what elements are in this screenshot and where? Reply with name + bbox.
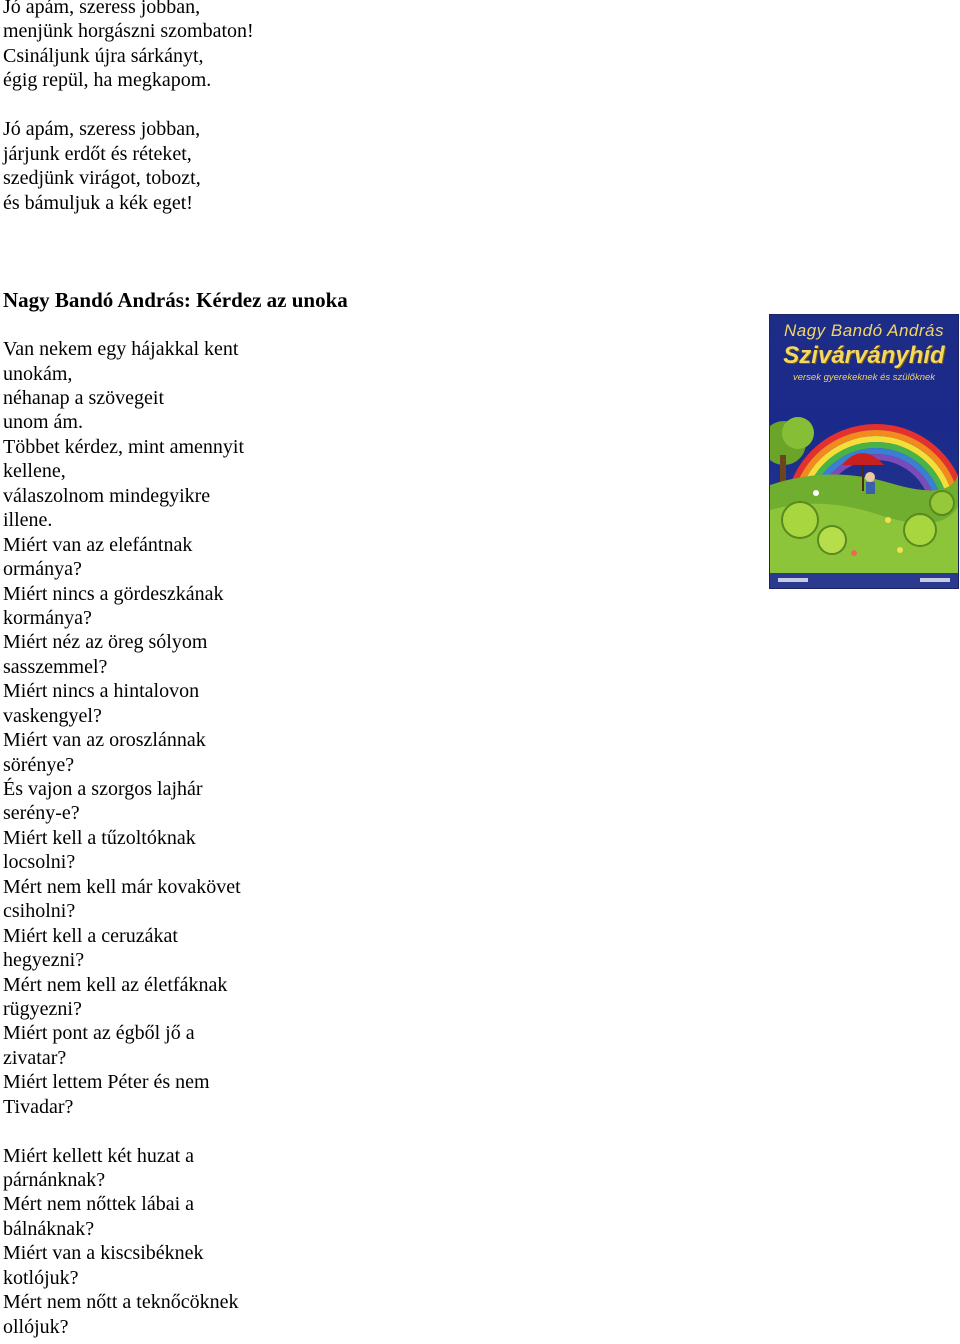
stanza-gap (3, 93, 703, 117)
poem-line: kotlójuk? (3, 1266, 79, 1289)
poem-line: rügyezni? (3, 997, 82, 1020)
poem-line: sörénye? (3, 753, 75, 776)
poem-line: És vajon a szorgos lajhár (3, 778, 203, 800)
stanza-gap (3, 215, 703, 239)
poem-line: Miért van a kiscsibéknek (3, 1242, 204, 1265)
poem-body-b (3, 1144, 703, 1340)
cover-title: Szivárványhíd (783, 342, 945, 369)
poem-line: Jó apám, szeress jobban, (3, 0, 201, 18)
cover-author: Nagy Bandó András (783, 321, 945, 340)
stanza-1 (3, 0, 703, 93)
poem-line: Miért nincs a hintalovon (3, 680, 200, 703)
cover-subtitle: versek gyerekeknek és szülőknek (792, 372, 936, 383)
poem-line: sasszemmel? (3, 655, 108, 678)
poem-line: Mért nem kell az életfáknak (3, 973, 228, 996)
poem-line: Miért van az elefántnak (3, 533, 193, 556)
poem-line: Mért nem nőttek lábai a (3, 1193, 195, 1216)
poem-line: unom ám. (3, 411, 83, 434)
poem-line: unokám, (3, 362, 73, 385)
stanza-gap (3, 313, 703, 337)
poem-line: Miért néz az öreg sólyom (3, 631, 208, 654)
poem-line: Mért nem kell már kovakövet (3, 875, 241, 898)
poem-line: Tivadar? (3, 1095, 74, 1118)
poem-line: vaskengyel? (3, 704, 102, 727)
poem-line: Miért pont az égből jő a (3, 1022, 195, 1045)
poem-line: Miért kellett két huzat a (3, 1144, 195, 1167)
poem-line: serény-e? (3, 802, 80, 825)
text-column (3, 0, 703, 1339)
poem-line: és bámuljuk a kék eget! (3, 191, 193, 214)
poem-heading: Nagy Bandó András: Kérdez az unoka (3, 288, 348, 313)
poem-line: illene. (3, 509, 53, 532)
poem-line: szedjünk virágot, tobozt, (3, 167, 201, 190)
poem-line: Miért kell a tűzoltóknak (3, 826, 196, 849)
stanza-gap (3, 239, 703, 263)
stanza-2 (3, 117, 703, 215)
poem-line: ormánya? (3, 558, 82, 581)
poem-line: zivatar? (3, 1046, 67, 1069)
poem-line: Mért nem nőtt a teknőcöknek (3, 1291, 239, 1314)
poem-line: járjunk erdőt és réteket, (3, 142, 192, 165)
poem-line: Többet kérdez, mint amennyit (3, 435, 245, 458)
poem-line: Van nekem egy hájakkal kent (3, 338, 239, 361)
book-cover-image (770, 315, 958, 588)
poem-line: kormánya? (3, 606, 92, 629)
poem-line: Miért van az oroszlánnak (3, 729, 206, 752)
poem-line: Miért nincs a gördeszkának (3, 582, 224, 605)
poem-line: Jó apám, szeress jobban, (3, 118, 201, 141)
poem-line: válaszolnom mindegyikre (3, 484, 211, 507)
poem-line: hegyezni? (3, 949, 85, 972)
poem-body-a (3, 337, 703, 1119)
poem-line: Csináljunk újra sárkányt, (3, 44, 204, 67)
poem-line: Miért kell a ceruzákat (3, 924, 178, 947)
poem-line: Miért lettem Péter és nem (3, 1071, 210, 1094)
poem-line: ollójuk? (3, 1315, 69, 1338)
stanza-gap (3, 1119, 703, 1143)
poem-line: kellene, (3, 460, 66, 483)
stanza-gap (3, 264, 703, 288)
poem-line: locsolni? (3, 851, 76, 874)
poem-line: égig repül, ha megkapom. (3, 69, 212, 92)
poem-line: menjünk horgászni szombaton! (3, 20, 254, 43)
poem-line: bálnáknak? (3, 1217, 95, 1240)
poem-line: néhanap a szövegeit (3, 387, 165, 409)
poem-line: csiholni? (3, 900, 76, 923)
poem-line: párnánknak? (3, 1169, 106, 1191)
